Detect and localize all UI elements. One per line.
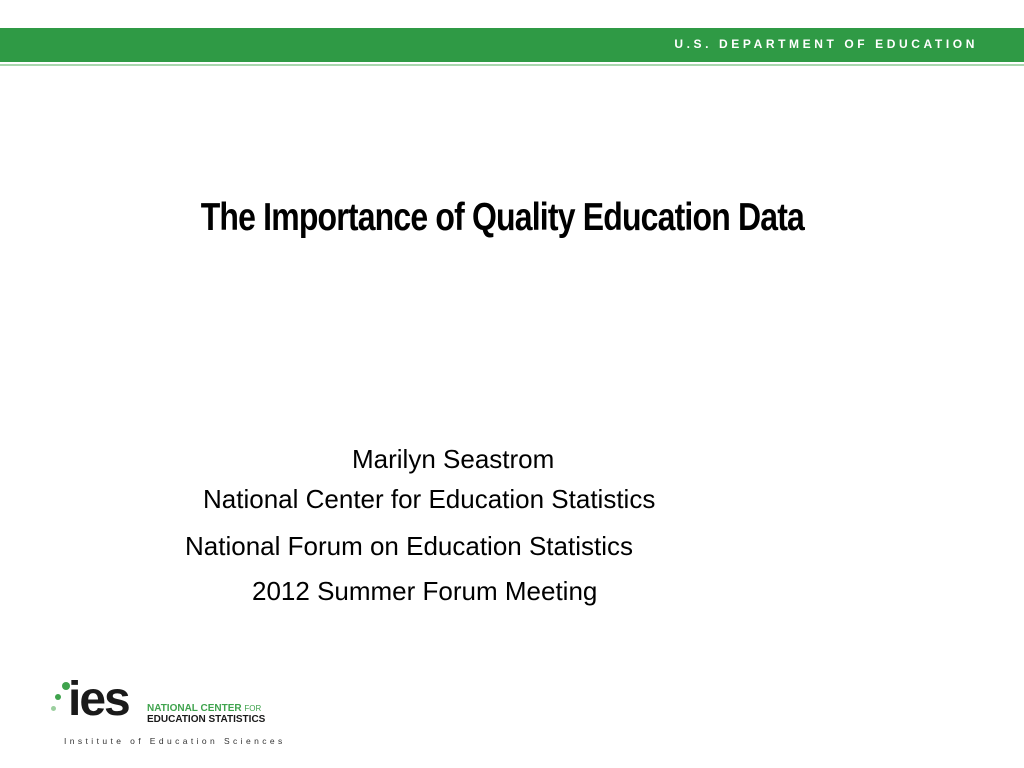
department-name: U.S. DEPARTMENT OF EDUCATION: [674, 37, 978, 51]
meeting-name: 2012 Summer Forum Meeting: [252, 576, 598, 606]
logo-name-for: FOR: [244, 704, 262, 713]
forum-name: National Forum on Education Statistics: [185, 531, 633, 561]
presenter-name: Marilyn Seastrom: [352, 444, 555, 474]
logo-name-line2: EDUCATION STATISTICS: [147, 714, 266, 725]
logo-tagline: Institute of Education Sciences: [64, 736, 286, 746]
ies-wordmark: ies: [68, 673, 129, 726]
presenter-organization: National Center for Education Statistics: [203, 484, 656, 514]
slide-title: The Importance of Quality Education Data: [200, 196, 805, 239]
ies-logo: [50, 673, 290, 750]
logo-name-line1: NATIONAL CENTER: [147, 703, 242, 714]
header-banner: [0, 28, 1024, 62]
banner-divider: [0, 64, 1024, 66]
ies-center-name: [147, 703, 265, 725]
